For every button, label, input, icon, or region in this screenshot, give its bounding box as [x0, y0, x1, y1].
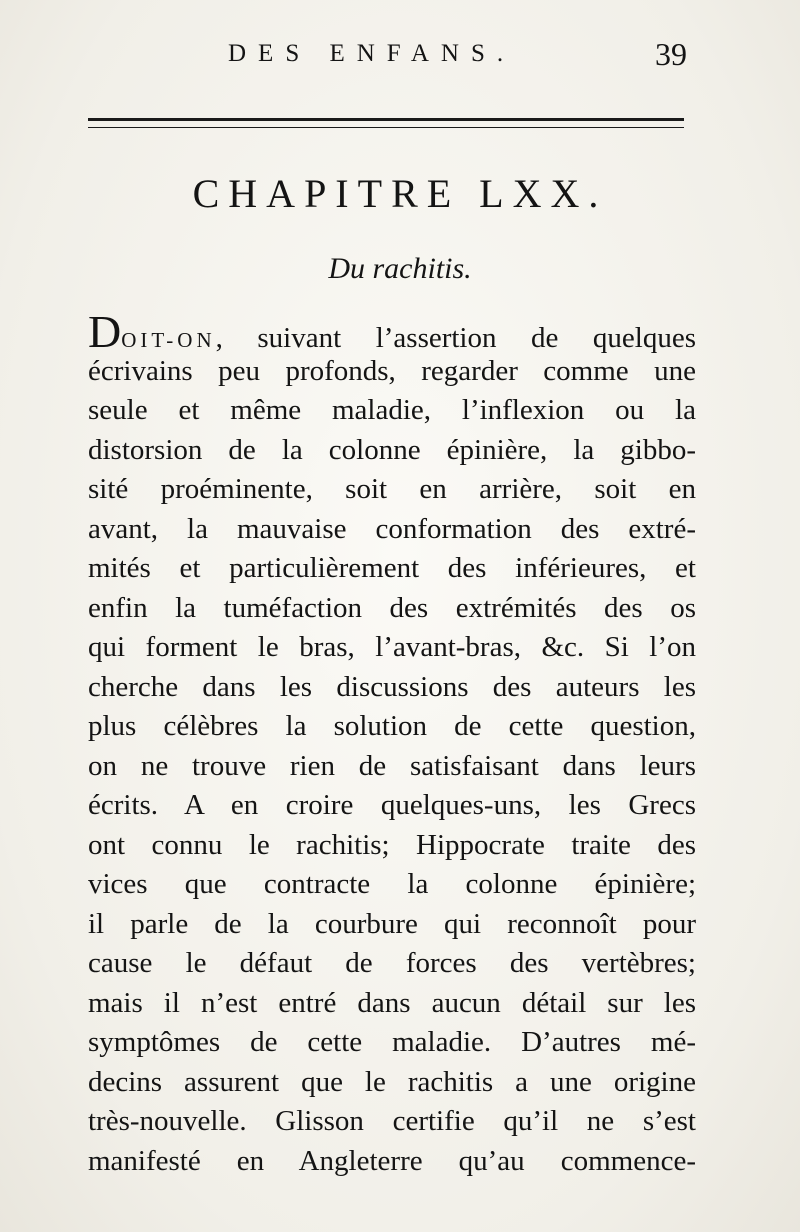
chapter-title: CHAPITRE LXX. [192, 171, 608, 216]
body-line: très-nouvelle. Glisson certifie qu’il ne s’est [88, 1105, 696, 1137]
drop-cap: D [88, 306, 122, 357]
body-line: manifesté en Angleterre qu’au commence- [88, 1144, 696, 1177]
body-line: on ne trouve rien de satisfaisant dans leurs [88, 749, 696, 782]
body-line: mais il n’est entré dans aucun détail sur les [88, 986, 696, 1019]
header-rule-thin [88, 127, 684, 128]
body-line: distorsion de la colonne épinière, la gibbo- [88, 433, 696, 466]
body-line: sité proéminente, soit en arrière, soit en [88, 473, 696, 505]
body-line: avant, la mauvaise conformation des extré- [88, 512, 696, 545]
body-line: il parle de la courbure qui reconnoît pour [88, 907, 696, 940]
running-head [0, 30, 800, 80]
body-line: decins assurent que le rachitis a une origine [88, 1065, 696, 1098]
running-title: DES ENFANS. [228, 40, 516, 67]
body-line: écrits. A en croire quelques-uns, les Grecs [88, 789, 696, 821]
body-line-first [88, 306, 696, 357]
body-line: ont connu le rachitis; Hippocrate traite des [88, 828, 696, 861]
body-line: cherche dans les discussions des auteurs les [88, 670, 696, 703]
first-word-smallcaps: OIT-ON [121, 328, 216, 352]
body-line: écrivains peu profonds, regarder comme une [88, 354, 696, 387]
body-line: vices que contracte la colonne épinière; [88, 868, 696, 900]
page-number: 39 [655, 36, 687, 72]
chapter-subtitle: Du rachitis. [328, 252, 472, 285]
body-line: seule et même maladie, l’inflexion ou la [88, 394, 696, 426]
body-line: cause le défaut de forces des vertèbres; [88, 947, 696, 979]
body-line: mités et particulièrement des inférieures, et [88, 552, 696, 584]
header-rule-thick [88, 118, 684, 121]
body-line: enfin la tuméfaction des extrémités des os [88, 591, 696, 624]
body-line: symptômes de cette maladie. D’autres mé- [88, 1026, 696, 1058]
body-text [88, 306, 696, 1181]
first-line-text: , suivant l’assertion de quelques [215, 322, 696, 354]
body-line: qui forment le bras, l’avant-bras, &c. Si l’on [88, 631, 696, 663]
body-line: plus célèbres la solution de cette question, [88, 710, 696, 742]
